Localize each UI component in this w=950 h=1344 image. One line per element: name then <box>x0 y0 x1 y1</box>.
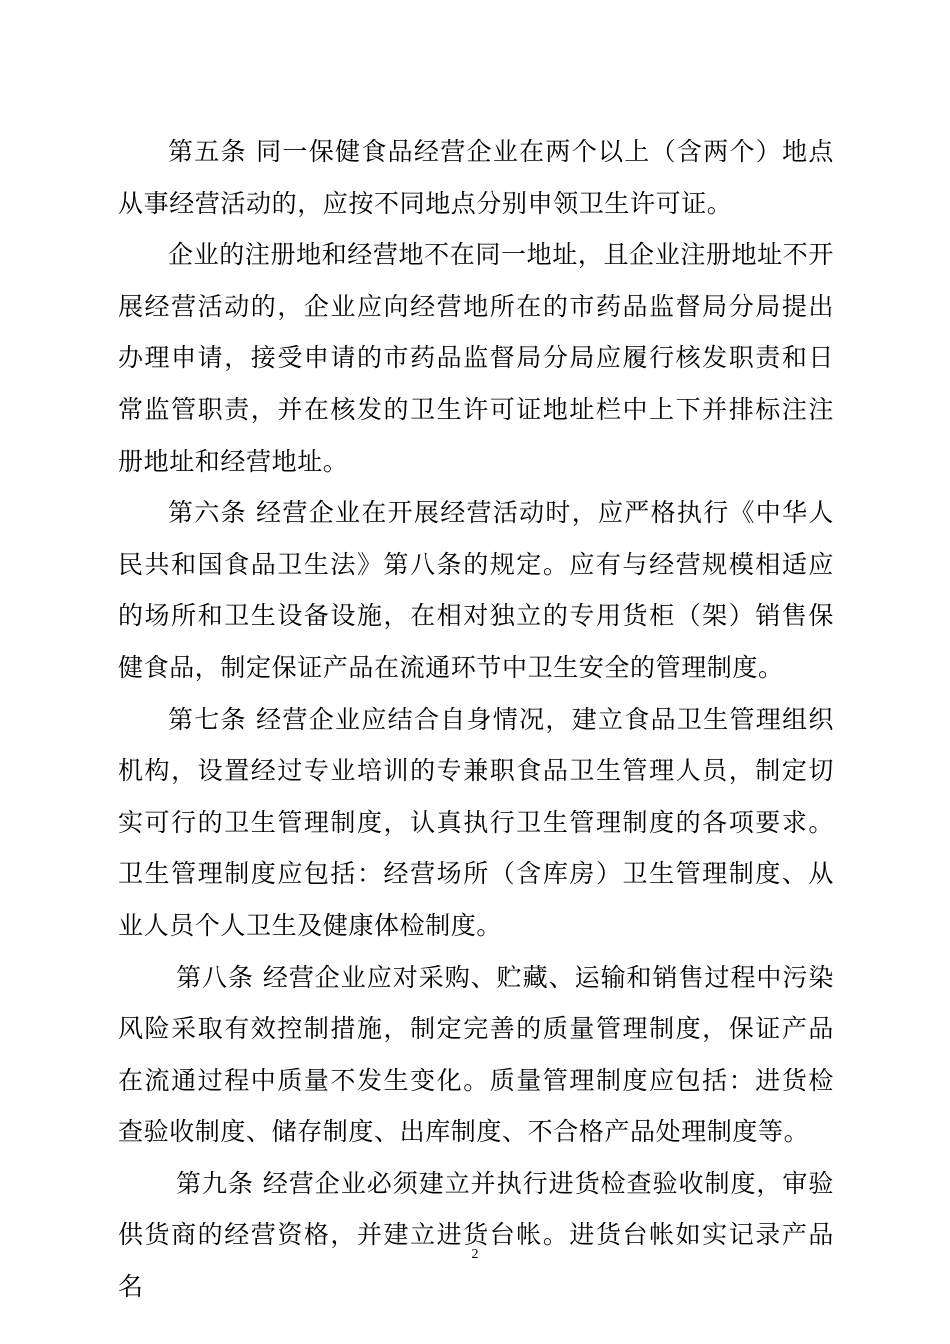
paragraph-article-9: 第九条 经营企业必须建立并执行进货检查验收制度，审验供货商的经营资格，并建立进货台帐。进货台帐如实记录产品名 <box>118 1168 834 1302</box>
page-number: 2 <box>471 1247 479 1262</box>
document-body <box>118 126 834 1313</box>
paragraph-article-5-continued: 企业的注册地和经营地不在同一地址，且企业注册地址不开展经营活动的，企业应向经营地所在的市药品监督局分局提出办理申请，接受申请的市药品监督局分局应履行核发职责和日常监管职责，并在核发的卫生许可证地址栏中上下并排标注注册地址和经营地址。 <box>118 240 834 476</box>
paragraph-article-7: 第七条 经营企业应结合自身情况，建立食品卫生管理组织机构，设置经过专业培训的专兼职食品卫生管理人员，制定切实可行的卫生管理制度，认真执行卫生管理制度的各项要求。卫生管理制度应包括：经营场所（含库房）卫生管理制度、从业人员个人卫生及健康体检制度。 <box>118 704 834 940</box>
paragraph-article-8: 第八条 经营企业应对采购、贮藏、运输和销售过程中污染风险采取有效控制措施，制定完善的质量管理制度，保证产品在流通过程中质量不发生变化。质量管理制度应包括：进货检查验收制度、储存制度、出库制度、不合格产品处理制度等。 <box>118 962 834 1147</box>
paragraph-article-5: 第五条 同一保健食品经营企业在两个以上（含两个）地点从事经营活动的，应按不同地点分别申领卫生许可证。 <box>118 137 834 218</box>
paragraph-article-6: 第六条 经营企业在开展经营活动时，应严格执行《中华人民共和国食品卫生法》第八条的规定。应有与经营规模相适应的场所和卫生设备设施，在相对独立的专用货柜（架）销售保健食品，制定保证产品在流通环节中卫生安全的管理制度。 <box>118 498 834 682</box>
